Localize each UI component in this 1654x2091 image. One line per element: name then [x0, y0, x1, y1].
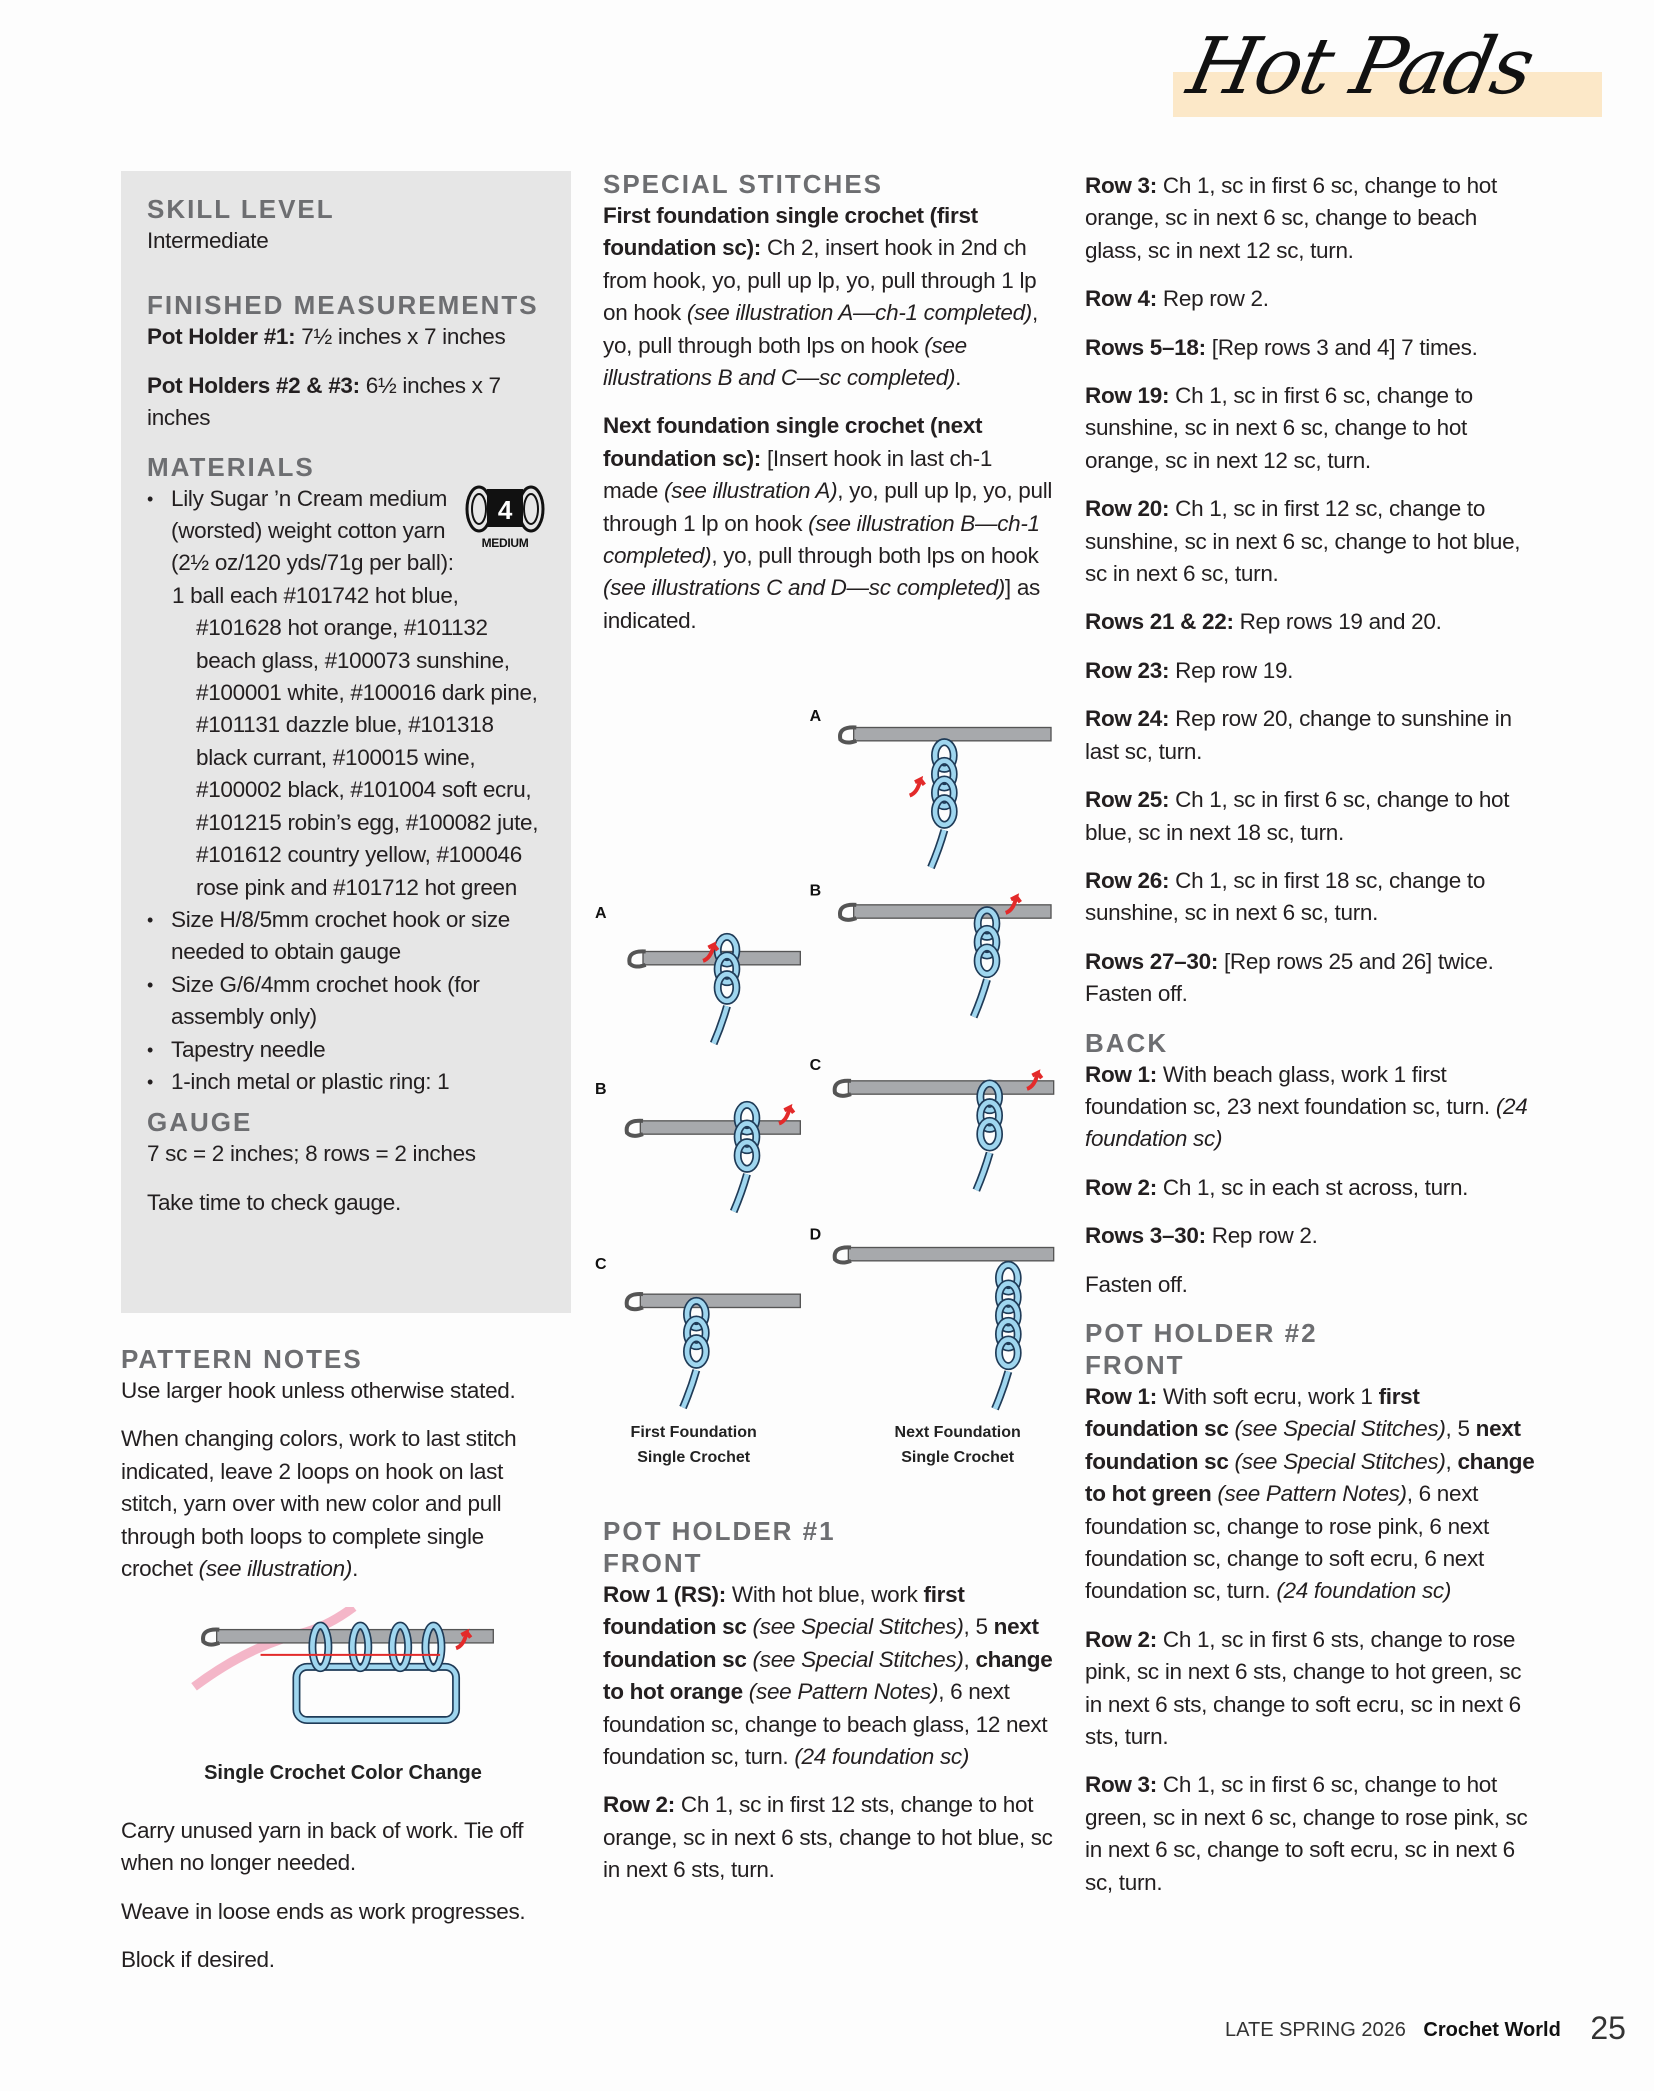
materials-column [147, 193, 545, 1235]
first-foundation-caption-line2: Single Crochet [637, 1449, 751, 1467]
paragraph [1085, 703, 1537, 768]
text-run: Ch 1, sc in first 6 sc, change to sunshine, sc in next 6 sc, change to hot orange, sc in next 12 sc, turn. [1085, 383, 1473, 473]
pattern-notes-continued [121, 1815, 551, 1993]
bold-label: Rows 3–30: [1085, 1223, 1212, 1249]
text-run: Intermediate [147, 228, 269, 253]
paragraph [1085, 332, 1537, 364]
italic-reference: (see Special Stitches) [752, 1614, 964, 1640]
paragraph [1085, 1381, 1537, 1608]
bold-label: first foundation sc [1085, 1383, 1420, 1442]
section-heading: SPECIAL STITCHES [603, 169, 884, 199]
crochet-hook-shaft [854, 728, 1051, 741]
yarn-weight-badge [465, 483, 545, 551]
bold-label: first foundation sc [603, 1582, 965, 1640]
text-run: , 5 [1445, 1416, 1476, 1442]
text-run: Rep rows 19 and 20. [1239, 609, 1442, 635]
label-next-c: C [809, 1057, 822, 1075]
bold-label: Row 20: [1085, 496, 1176, 522]
text-run: ] as indicated. [603, 575, 1040, 633]
label-next-a: A [809, 707, 822, 725]
text-run: Size H/8/5mm crochet hook or size needed to obtain gauge [171, 906, 510, 965]
paragraph [1085, 784, 1537, 849]
text-run: 1-inch metal or plastic ring: 1 [171, 1068, 450, 1094]
paragraph [1085, 380, 1537, 477]
page-footer [1225, 2010, 1626, 2047]
text-run: Rep row 20, change to sunshine in last sc, turn. [1085, 706, 1512, 764]
bold-label: Row 19: [1085, 383, 1176, 409]
italic-reference: (see illustration A) [664, 478, 838, 504]
text-run: Rep row 2. [1211, 1223, 1318, 1249]
text-run: Tapestry needle [171, 1036, 326, 1062]
paragraph [1085, 655, 1537, 687]
paragraph [1085, 283, 1537, 315]
paragraph [147, 225, 545, 257]
paragraph [121, 1944, 551, 1976]
section-heading: MATERIALS [147, 451, 315, 482]
bold-label: Row 26: [1085, 867, 1176, 893]
section-heading: FRONT [1085, 1349, 1185, 1380]
bold-label: Row 24: [1085, 706, 1176, 732]
pattern-notes [121, 1343, 551, 1601]
italic-reference: (24 foundation sc) [1276, 1578, 1452, 1604]
bold-label: Row 4: [1085, 286, 1163, 312]
paragraph [121, 1815, 551, 1880]
pot-holder-1-column [603, 1515, 1053, 1903]
section-heading: POT HOLDER #1 [603, 1516, 836, 1546]
text-run: , 5 [963, 1614, 994, 1640]
italic-reference: (see illustration A—ch-1 completed) [686, 300, 1032, 326]
next-foundation-caption-line2: Single Crochet [901, 1449, 1015, 1467]
paragraph [147, 370, 545, 435]
section-heading: FRONT [603, 1548, 703, 1578]
paragraph [1085, 1220, 1537, 1252]
section-heading: GAUGE [147, 1107, 253, 1138]
text-run: Ch 1, sc in first 12 sts, change to hot orange, sc in next 6 sts, change to hot blue, sc in next 6 sts, turn. [603, 1792, 1053, 1883]
paragraph [1085, 865, 1537, 930]
text-run: 7 sc = 2 inches; 8 rows = 2 inches [147, 1141, 476, 1167]
right-column [1085, 170, 1537, 1915]
paragraph [1085, 1172, 1537, 1204]
text-run: , yo, pull through both lps on hook [711, 543, 1039, 569]
italic-reference: (see Pattern Notes) [748, 1679, 939, 1705]
bold-label: Pot Holder #1: [147, 324, 302, 350]
stitch-row [296, 1667, 456, 1720]
text-run: , [963, 1646, 976, 1672]
label-first-c: C [595, 1255, 607, 1273]
italic-reference: (see illustrations B and C—sc completed) [603, 332, 967, 391]
list-item [147, 1066, 545, 1098]
text-run: Ch 1, sc in each st across, turn. [1162, 1174, 1469, 1200]
bold-label: Row 3: [1085, 1772, 1163, 1798]
paragraph [1085, 170, 1537, 267]
italic-reference: (see Special Stitches) [752, 1646, 964, 1672]
text-run: Lily Sugar ’n Cream medium (worsted) weight cotton yarn (2½ oz/120 yds/71g per ball): [171, 485, 454, 576]
paragraph [603, 410, 1053, 637]
paragraph [1085, 493, 1537, 590]
text-run: Ch 1, sc in first 6 sc, change to hot green, sc in next 6 sc, change to rose pink, sc in next 6 sc, change to soft ecru, sc in next 6 sc, turn. [1085, 1772, 1528, 1895]
special-stitches-column [603, 168, 1053, 653]
yarn-colors-list: 1 ball each #101742 hot blue, #101628 hot orange, #101132 beach glass, #100073 sunshine, #100001 white, #100016 dark pine, #101131 dazzle blue, #101318 black currant, #100015 wine, #100002 black, #101004 soft ecru, #101215 robin’s egg, #100082 jute, #101612 country yellow, #100046 rose pink and #101712 hot green [172, 582, 539, 900]
text-run: Ch 1, sc in first 18 sc, change to sunshine, sc in next 6 sc, turn. [1085, 867, 1486, 926]
text-run: . [955, 365, 962, 391]
text-run: , [1445, 1448, 1458, 1474]
paragraph [121, 1375, 551, 1407]
foundation-stitch-illustrations [587, 694, 1067, 1481]
paragraph [1085, 1624, 1537, 1754]
bold-label: Rows 21 & 22: [1085, 609, 1240, 635]
italic-reference: (see illustration) [198, 1556, 353, 1582]
bold-label: Row 1: [1085, 1061, 1163, 1087]
text-run: , 6 next foundation sc, change to rose pink, 6 next foundation sc, change to soft ecru, 6 next foundation sc, turn. [1085, 1481, 1489, 1604]
list-item [147, 483, 545, 580]
label-first-b: B [595, 1081, 607, 1099]
label-next-d: D [809, 1226, 822, 1244]
text-run: Take time to check gauge. [147, 1189, 401, 1215]
text-run: Ch 1, sc in first 6 sts, change to rose pink, sc in next 6 sts, change to hot green, sc in next 6 sts, change to soft ecru, sc in next 6 sts, turn. [1085, 1626, 1522, 1750]
text-run: Use larger hook unless otherwise stated. [121, 1378, 516, 1403]
next-foundation-caption: Next Foundation [894, 1423, 1021, 1441]
text-run: Weave in loose ends as work progresses. [121, 1898, 526, 1924]
bold-label: Row 3: [1085, 173, 1163, 198]
bold-label: Row 25: [1085, 787, 1176, 813]
text-run: [Rep rows 25 and 26] twice. Fasten off. [1085, 948, 1494, 1007]
text-run: , yo, pull up lp, yo, pull through 1 lp on hook [603, 478, 1053, 536]
text-run: With beach glass, work 1 first foundation sc, 23 next foundation sc, turn. [1085, 1061, 1496, 1119]
text-run: Ch 1, sc in first 12 sc, change to sunshine, sc in next 6 sc, change to hot blue, sc in next 6 sc, turn. [1085, 496, 1521, 587]
yarn-skein-icon [465, 483, 545, 551]
bold-label: Row 23: [1085, 657, 1176, 683]
text-run: With hot blue, work [731, 1582, 924, 1607]
paragraph [147, 321, 545, 353]
section-heading: PATTERN NOTES [121, 1344, 363, 1374]
text-run: When changing colors, work to last stitch indicated, leave 2 loops on hook on last stitch, yarn over with new color and pull through both loops to complete single crochet [121, 1426, 517, 1582]
text-run: With soft ecru, work 1 [1162, 1383, 1379, 1409]
magazine-name: Crochet World [1423, 2019, 1561, 2041]
list-item [147, 1034, 545, 1066]
paragraph [1085, 946, 1537, 1011]
italic-reference: (see Pattern Notes) [1217, 1481, 1407, 1507]
paragraph [1085, 1269, 1537, 1301]
italic-reference: (see illustration B—ch-1 completed) [603, 510, 1040, 569]
paragraph [603, 200, 1053, 394]
text-run: Size G/6/4mm crochet hook (for assembly only) [171, 971, 480, 1030]
list-item [147, 904, 545, 969]
label-first-a: A [595, 905, 607, 923]
italic-reference: (see Special Stitches) [1234, 1448, 1446, 1474]
section-heading: SKILL LEVEL [147, 194, 335, 224]
italic-reference: (see illustrations C and D—sc completed) [603, 575, 1005, 601]
issue-label: LATE SPRING 2026 [1225, 2019, 1406, 2041]
section-heading: FINISHED MEASUREMENTS [147, 290, 539, 321]
bold-label: Row 2: [603, 1792, 681, 1818]
yarn-weight-number: • 4 [497, 494, 513, 525]
paragraph [121, 1423, 551, 1585]
text-run: Block if desired. [121, 1947, 275, 1973]
text-run: . [352, 1556, 359, 1582]
label-next-b: B [809, 882, 822, 900]
list-item [147, 969, 545, 1034]
bold-label: next foundation sc [603, 1614, 1039, 1672]
paragraph [603, 1789, 1053, 1886]
text-run: Ch 2, insert hook in 2nd ch from hook, yo, pull up lp, yo, pull through 1 lp on hook [603, 235, 1037, 326]
text-run: 6½ inches x 7 inches [147, 372, 501, 431]
paragraph [603, 1579, 1053, 1773]
bold-label: change to hot green [1085, 1448, 1535, 1507]
text-run: Carry unused yarn in back of work. Tie off when no longer needed. [121, 1818, 524, 1876]
first-foundation-caption: First Foundation [630, 1423, 757, 1441]
paragraph [1085, 606, 1537, 638]
bullet-list [147, 483, 545, 1099]
text-run: Rep row 2. [1162, 286, 1269, 312]
bold-label: Row 1: [1085, 1383, 1163, 1409]
bold-label: Rows 5–18: [1085, 334, 1212, 360]
bold-label: Row 1 (RS): [603, 1582, 732, 1607]
crochet-hook-shaft [640, 1294, 800, 1307]
bold-label: Next foundation single crochet (next foundation sc): [603, 413, 983, 471]
paragraph [1085, 1769, 1537, 1899]
bold-label: change to hot orange [603, 1646, 1053, 1705]
bold-label: First foundation single crochet (first foundation sc): [603, 203, 978, 261]
text-run: Ch 1, sc in first 6 sc, change to hot blue, sc in next 18 sc, turn. [1085, 787, 1510, 845]
yarn-weight-label: MEDIUM [481, 535, 529, 550]
paragraph [147, 1187, 545, 1219]
paragraph [121, 1896, 551, 1928]
text-run: Ch 1, sc in first 6 sc, change to hot orange, sc in next 6 sc, change to beach glass, sc in next 12 sc, turn. [1085, 173, 1497, 263]
crochet-hook-shaft [848, 1248, 1053, 1261]
crochet-hook-shaft [848, 1081, 1053, 1094]
stitch-row-outline [296, 1667, 456, 1720]
italic-reference: (24 foundation sc) [794, 1744, 970, 1770]
bold-label: Row 2: [1085, 1174, 1163, 1200]
crochet-hook-shaft [640, 1121, 800, 1134]
bold-label: Rows 27–30: [1085, 948, 1224, 974]
section-heading: POT HOLDER #2 [1085, 1317, 1318, 1348]
text-run: Fasten off. [1085, 1271, 1188, 1297]
spacer [147, 273, 545, 289]
crochet-hook-shaft [854, 905, 1051, 918]
red-arrow-icon [910, 780, 925, 796]
text-run: , yo, pull through both lps on hook [603, 300, 1038, 358]
text-run: Rep row 19. [1175, 657, 1294, 683]
text-run: [Rep rows 3 and 4] 7 times. [1211, 334, 1478, 360]
bold-label: Row 2: [1085, 1626, 1163, 1652]
italic-reference: (24 foundation sc) [1085, 1093, 1528, 1152]
bold-label: next foundation sc [1085, 1416, 1521, 1474]
page-number: 25 [1590, 2010, 1626, 2046]
color-change-caption: Single Crochet Color Change [204, 1762, 482, 1784]
text-run: , 6 next foundation sc, change to beach glass, 12 next foundation sc, turn. [603, 1679, 1048, 1770]
paragraph [1085, 1059, 1537, 1156]
text-run: 7½ inches x 7 inches [301, 324, 506, 350]
italic-reference: (see Special Stitches) [1234, 1416, 1446, 1442]
color-change-illustration [187, 1607, 507, 1740]
section-heading: BACK [1085, 1027, 1169, 1058]
page-title-script-logo: Hot Pads [1180, 22, 1541, 112]
bold-label: Pot Holders #2 & #3: [147, 372, 366, 398]
paragraph [147, 1138, 545, 1170]
text-run: [Insert hook in last ch-1 made [603, 445, 993, 504]
